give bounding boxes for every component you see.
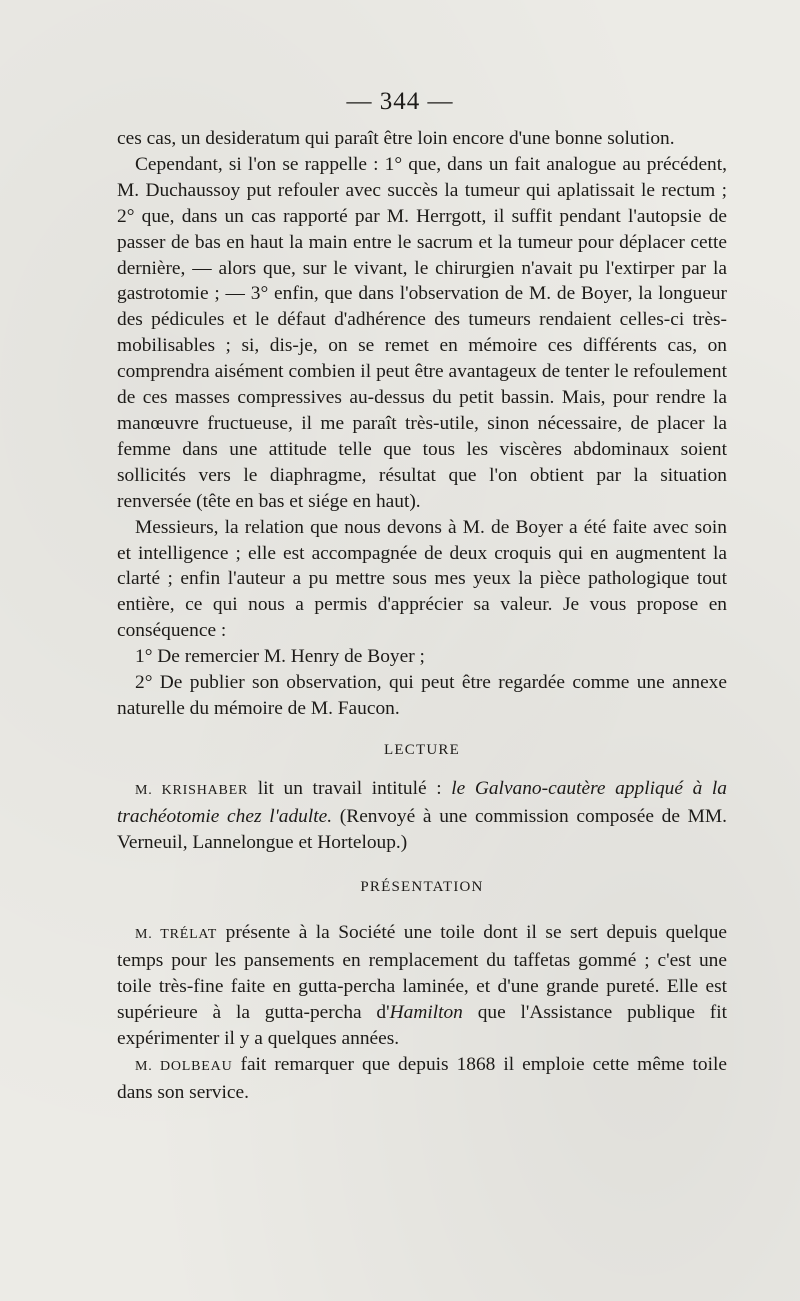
proposal-item-2 bbox=[117, 670, 727, 722]
presentation-paragraph-1 bbox=[117, 920, 727, 1052]
presentation-paragraph-2 bbox=[117, 1052, 727, 1106]
lecture-paragraph bbox=[117, 776, 727, 856]
presentation-speaker-1: M. TRÉLAT bbox=[135, 927, 218, 943]
presentation-text-2: fait remarquer que depuis 1868 il emploie cette même toile dans son service. bbox=[117, 1053, 727, 1103]
lecture-speaker: M. KRISHABER bbox=[135, 782, 249, 798]
paragraph-2-text: Cependant, si l'on se rappelle : 1° que, dans un fait analogue au précédent, M. Duchaussoy put refouler avec succès la tumeur qui aplatissait le rectum ; 2° que, dans un cas rapporté par M. Herrgott, il suffit pendant l'autopsie de passer de bas en haut la main entre le sacrum et la tumeur pour déplacer cette dernière, — alors que, sur le vivant, le chirurgien n'avait pu l'extirper par la gastrotomie ; — 3° enfin, que dans l'observation de M. de Boyer, la longueur des pédicules et le défaut d'adhérence des tumeurs rendaient celles-ci très-mobilisables ; si, dis-je, on se remet en mémoire ces différents cas, on comprendra aisément combien il peut être avantageux de tenter le refoulement de ces masses compressives au-dessus du petit bassin. Mais, pour rendre la manœuvre fructueuse, il me paraît très-utile, sinon nécessaire, de placer la femme dans une attitude telle que tous les viscères abdominaux soient sollicités vers le diaphragme, résultat que l'on obtient par la situation renversée (tête en bas et siége en haut). bbox=[117, 153, 727, 512]
presentation-text-1b: que l'Assistance publique fit expérimenter il y a quelques années. bbox=[117, 1002, 727, 1049]
page-number: — 344 — bbox=[346, 88, 454, 115]
paragraph-1 bbox=[117, 126, 727, 152]
lecture-text-before: lit un travail intitulé : bbox=[257, 777, 442, 799]
presentation-text-1a: présente à la Société une toile dont il se sert depuis quelque temps pour les pansements en remplacement du taffetas gommé ; c'est une toile très-fine faite en gutta-percha laminée, et d'une grande pureté. Elle est supérieure à la gutta-percha d' bbox=[117, 922, 728, 1024]
lecture-heading: LECTURE bbox=[384, 741, 460, 758]
lecture-text-after: (Renvoyé à une commission composée de MM. Verneuil, Lannelongue et Horteloup.) bbox=[117, 805, 728, 853]
proposal-item-2-text: 2° De publier son observation, qui peut être regardée comme une annexe naturelle du mémoire de M. Faucon. bbox=[117, 672, 727, 719]
proposal-item-1 bbox=[117, 644, 727, 670]
presentation-speaker-2: M. DOLBEAU bbox=[135, 1058, 233, 1074]
paragraph-3 bbox=[117, 515, 727, 645]
paragraph-3-text: Messieurs, la relation que nous devons à M. de Boyer a été faite avec soin et intelligence ; elle est accompagnée de deux croquis qui en augmentent la clarté ; enfin l'auteur a pu mettre sous mes yeux la pièce pathologique tout entière, ce qui nous a permis d'apprécier sa valeur. Je vous propose en conséquence : bbox=[117, 516, 727, 642]
presentation-heading: PRÉSENTATION bbox=[360, 879, 484, 896]
presentation-emphasis: Hamilton bbox=[389, 1002, 463, 1024]
proposal-item-1-text: 1° De remercier M. Henry de Boyer ; bbox=[135, 646, 425, 668]
page-body bbox=[117, 126, 727, 1106]
paragraph-2 bbox=[117, 152, 727, 515]
lecture-title: le Galvano-cautère appliqué à la trachéotomie chez l'adulte. bbox=[117, 777, 727, 827]
paragraph-1-text: ces cas, un desideratum qui paraît être loin encore d'une bonne solution. bbox=[117, 128, 675, 149]
